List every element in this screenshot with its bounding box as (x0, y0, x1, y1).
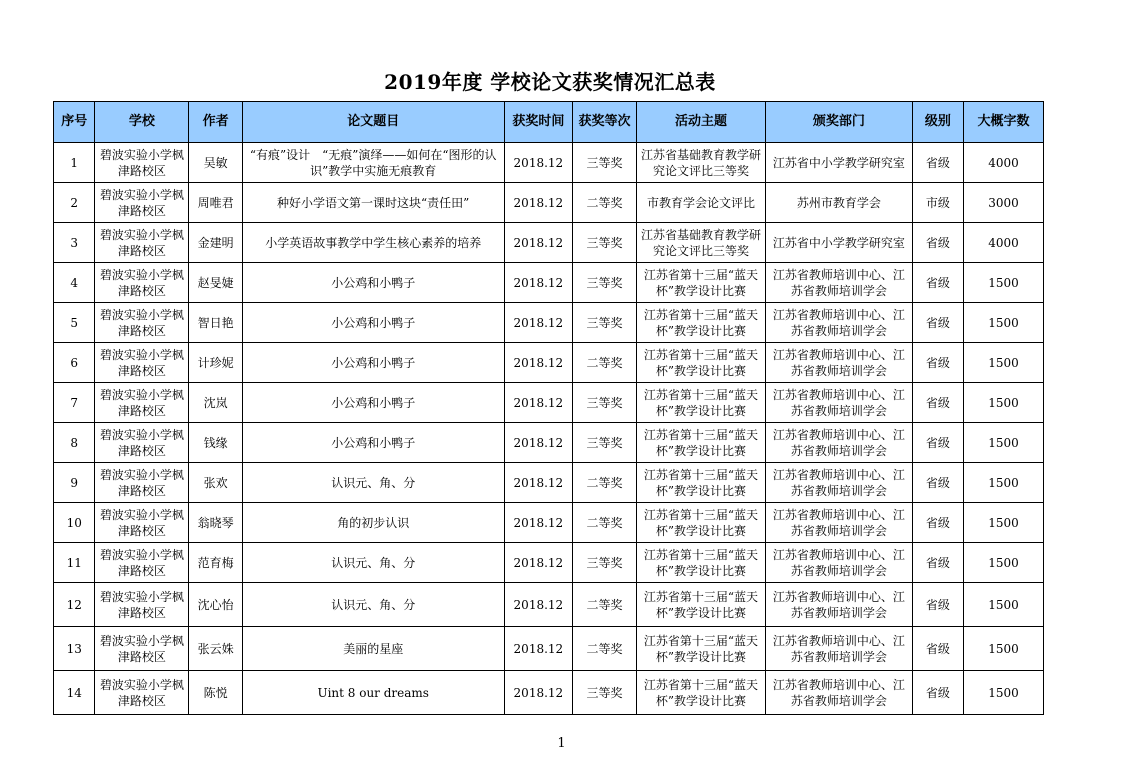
cell-school: 碧波实验小学枫津路校区 (95, 543, 189, 583)
cell-no: 10 (54, 503, 95, 543)
cell-school: 碧波实验小学枫津路校区 (95, 503, 189, 543)
cell-school: 碧波实验小学枫津路校区 (95, 183, 189, 223)
cell-time: 2018.12 (504, 627, 573, 671)
cell-dept: 江苏省教师培训中心、江苏省教师培训学会 (766, 671, 912, 715)
cell-author: 张欢 (189, 463, 243, 503)
cell-author: 张云姝 (189, 627, 243, 671)
cell-theme: 江苏省第十三届“蓝天杯”教学设计比赛 (636, 303, 765, 343)
cell-grade: 二等奖 (573, 503, 637, 543)
cell-no: 12 (54, 583, 95, 627)
cell-school: 碧波实验小学枫津路校区 (95, 423, 189, 463)
cell-grade: 二等奖 (573, 583, 637, 627)
cell-dept: 江苏省中小学教学研究室 (766, 223, 912, 263)
cell-time: 2018.12 (504, 543, 573, 583)
table-row (54, 183, 1044, 223)
cell-time: 2018.12 (504, 303, 573, 343)
cell-dept: 江苏省教师培训中心、江苏省教师培训学会 (766, 627, 912, 671)
cell-school: 碧波实验小学枫津路校区 (95, 671, 189, 715)
cell-paper: 认识元、角、分 (242, 543, 504, 583)
cell-words: 1500 (964, 503, 1044, 543)
cell-paper: 小公鸡和小鸭子 (242, 383, 504, 423)
cell-author: 沈岚 (189, 383, 243, 423)
cell-paper: 小公鸡和小鸭子 (242, 423, 504, 463)
cell-no: 7 (54, 383, 95, 423)
cell-no: 11 (54, 543, 95, 583)
cell-dept: 江苏省教师培训中心、江苏省教师培训学会 (766, 503, 912, 543)
cell-time: 2018.12 (504, 183, 573, 223)
cell-time: 2018.12 (504, 583, 573, 627)
table-row (54, 463, 1044, 503)
table-row (54, 503, 1044, 543)
table-row (54, 143, 1044, 183)
cell-paper: 小公鸡和小鸭子 (242, 263, 504, 303)
cell-grade: 二等奖 (573, 463, 637, 503)
cell-level: 省级 (912, 343, 964, 383)
cell-paper: 认识元、角、分 (242, 583, 504, 627)
cell-dept: 江苏省教师培训中心、江苏省教师培训学会 (766, 383, 912, 423)
table-row (54, 583, 1044, 627)
col-header-paper: 论文题目 (242, 102, 504, 143)
cell-theme: 江苏省第十三届“蓝天杯”教学设计比赛 (636, 263, 765, 303)
cell-author: 赵旻婕 (189, 263, 243, 303)
cell-school: 碧波实验小学枫津路校区 (95, 583, 189, 627)
cell-time: 2018.12 (504, 383, 573, 423)
cell-school: 碧波实验小学枫津路校区 (95, 343, 189, 383)
cell-paper: 小学英语故事教学中学生核心素养的培养 (242, 223, 504, 263)
cell-paper: 美丽的星座 (242, 627, 504, 671)
cell-dept: 苏州市教育学会 (766, 183, 912, 223)
cell-time: 2018.12 (504, 343, 573, 383)
cell-no: 4 (54, 263, 95, 303)
cell-theme: 江苏省第十三届“蓝天杯”教学设计比赛 (636, 423, 765, 463)
cell-words: 1500 (964, 463, 1044, 503)
cell-time: 2018.12 (504, 463, 573, 503)
cell-level: 省级 (912, 671, 964, 715)
cell-words: 1500 (964, 383, 1044, 423)
page-title: 2019年度 学校论文获奖情况汇总表 (384, 70, 716, 94)
cell-no: 14 (54, 671, 95, 715)
cell-grade: 二等奖 (573, 343, 637, 383)
cell-theme: 江苏省基础教育教学研究论文评比三等奖 (636, 223, 765, 263)
cell-grade: 三等奖 (573, 671, 637, 715)
cell-words: 1500 (964, 671, 1044, 715)
cell-paper: 认识元、角、分 (242, 463, 504, 503)
cell-level: 省级 (912, 463, 964, 503)
cell-paper: 角的初步认识 (242, 503, 504, 543)
cell-words: 1500 (964, 343, 1044, 383)
cell-theme: 江苏省基础教育教学研究论文评比三等奖 (636, 143, 765, 183)
cell-level: 市级 (912, 183, 964, 223)
cell-time: 2018.12 (504, 143, 573, 183)
cell-level: 省级 (912, 423, 964, 463)
cell-author: 计珍妮 (189, 343, 243, 383)
cell-dept: 江苏省教师培训中心、江苏省教师培训学会 (766, 583, 912, 627)
cell-time: 2018.12 (504, 671, 573, 715)
cell-grade: 三等奖 (573, 423, 637, 463)
cell-words: 1500 (964, 423, 1044, 463)
cell-no: 6 (54, 343, 95, 383)
cell-words: 1500 (964, 263, 1044, 303)
cell-no: 5 (54, 303, 95, 343)
cell-words: 4000 (964, 223, 1044, 263)
cell-words: 1500 (964, 303, 1044, 343)
table-row (54, 383, 1044, 423)
cell-author: 陈悦 (189, 671, 243, 715)
cell-school: 碧波实验小学枫津路校区 (95, 383, 189, 423)
cell-words: 1500 (964, 583, 1044, 627)
cell-time: 2018.12 (504, 503, 573, 543)
cell-school: 碧波实验小学枫津路校区 (95, 143, 189, 183)
cell-theme: 江苏省第十三届“蓝天杯”教学设计比赛 (636, 503, 765, 543)
cell-theme: 江苏省第十三届“蓝天杯”教学设计比赛 (636, 383, 765, 423)
table-row (54, 671, 1044, 715)
cell-no: 9 (54, 463, 95, 503)
col-header-theme: 活动主题 (636, 102, 765, 143)
cell-author: 周唯君 (189, 183, 243, 223)
table-row (54, 223, 1044, 263)
cell-no: 3 (54, 223, 95, 263)
header-row (54, 102, 1044, 143)
cell-level: 省级 (912, 143, 964, 183)
col-header-time: 获奖时间 (504, 102, 573, 143)
cell-author: 智日艳 (189, 303, 243, 343)
cell-time: 2018.12 (504, 423, 573, 463)
cell-theme: 江苏省第十三届“蓝天杯”教学设计比赛 (636, 463, 765, 503)
cell-grade: 三等奖 (573, 303, 637, 343)
cell-author: 钱缘 (189, 423, 243, 463)
page-number: 1 (557, 736, 566, 751)
cell-paper: Uint 8 our dreams (242, 671, 504, 715)
cell-words: 1500 (964, 543, 1044, 583)
cell-author: 翁晓琴 (189, 503, 243, 543)
cell-words: 3000 (964, 183, 1044, 223)
cell-time: 2018.12 (504, 223, 573, 263)
cell-no: 13 (54, 627, 95, 671)
cell-dept: 江苏省教师培训中心、江苏省教师培训学会 (766, 543, 912, 583)
table-row (54, 303, 1044, 343)
cell-theme: 江苏省第十三届“蓝天杯”教学设计比赛 (636, 671, 765, 715)
cell-school: 碧波实验小学枫津路校区 (95, 223, 189, 263)
cell-grade: 二等奖 (573, 183, 637, 223)
cell-grade: 三等奖 (573, 263, 637, 303)
cell-grade: 三等奖 (573, 143, 637, 183)
cell-level: 省级 (912, 263, 964, 303)
cell-school: 碧波实验小学枫津路校区 (95, 463, 189, 503)
cell-dept: 江苏省教师培训中心、江苏省教师培训学会 (766, 303, 912, 343)
cell-no: 1 (54, 143, 95, 183)
cell-level: 省级 (912, 583, 964, 627)
cell-theme: 江苏省第十三届“蓝天杯”教学设计比赛 (636, 543, 765, 583)
table-row (54, 343, 1044, 383)
cell-school: 碧波实验小学枫津路校区 (95, 627, 189, 671)
cell-author: 金建明 (189, 223, 243, 263)
cell-no: 2 (54, 183, 95, 223)
cell-author: 吴敏 (189, 143, 243, 183)
cell-paper: 小公鸡和小鸭子 (242, 343, 504, 383)
cell-school: 碧波实验小学枫津路校区 (95, 263, 189, 303)
cell-dept: 江苏省教师培训中心、江苏省教师培训学会 (766, 463, 912, 503)
cell-level: 省级 (912, 627, 964, 671)
cell-words: 1500 (964, 627, 1044, 671)
cell-paper: “有痕”设计 “无痕”演绎——如何在“图形的认识”教学中实施无痕教育 (242, 143, 504, 183)
cell-author: 范育梅 (189, 543, 243, 583)
cell-level: 省级 (912, 223, 964, 263)
cell-time: 2018.12 (504, 263, 573, 303)
cell-theme: 江苏省第十三届“蓝天杯”教学设计比赛 (636, 583, 765, 627)
cell-grade: 三等奖 (573, 383, 637, 423)
cell-grade: 二等奖 (573, 627, 637, 671)
cell-paper: 种好小学语文第一课时这块“责任田” (242, 183, 504, 223)
cell-author: 沈心怡 (189, 583, 243, 627)
cell-no: 8 (54, 423, 95, 463)
cell-dept: 江苏省教师培训中心、江苏省教师培训学会 (766, 343, 912, 383)
cell-theme: 江苏省第十三届“蓝天杯”教学设计比赛 (636, 627, 765, 671)
col-header-no: 序号 (54, 102, 95, 143)
col-header-words: 大概字数 (964, 102, 1044, 143)
cell-level: 省级 (912, 543, 964, 583)
cell-paper: 小公鸡和小鸭子 (242, 303, 504, 343)
table-row (54, 263, 1044, 303)
cell-level: 省级 (912, 503, 964, 543)
col-header-school: 学校 (95, 102, 189, 143)
col-header-dept: 颁奖部门 (766, 102, 912, 143)
cell-school: 碧波实验小学枫津路校区 (95, 303, 189, 343)
cell-dept: 江苏省中小学教学研究室 (766, 143, 912, 183)
table-row (54, 543, 1044, 583)
cell-grade: 三等奖 (573, 223, 637, 263)
cell-theme: 江苏省第十三届“蓝天杯”教学设计比赛 (636, 343, 765, 383)
cell-dept: 江苏省教师培训中心、江苏省教师培训学会 (766, 263, 912, 303)
cell-level: 省级 (912, 383, 964, 423)
cell-theme: 市教育学会论文评比 (636, 183, 765, 223)
cell-words: 4000 (964, 143, 1044, 183)
col-header-grade: 获奖等次 (573, 102, 637, 143)
col-header-level: 级别 (912, 102, 964, 143)
cell-grade: 三等奖 (573, 543, 637, 583)
col-header-author: 作者 (189, 102, 243, 143)
awards-table (53, 101, 1044, 715)
table-row (54, 423, 1044, 463)
table-row (54, 627, 1044, 671)
cell-dept: 江苏省教师培训中心、江苏省教师培训学会 (766, 423, 912, 463)
cell-level: 省级 (912, 303, 964, 343)
